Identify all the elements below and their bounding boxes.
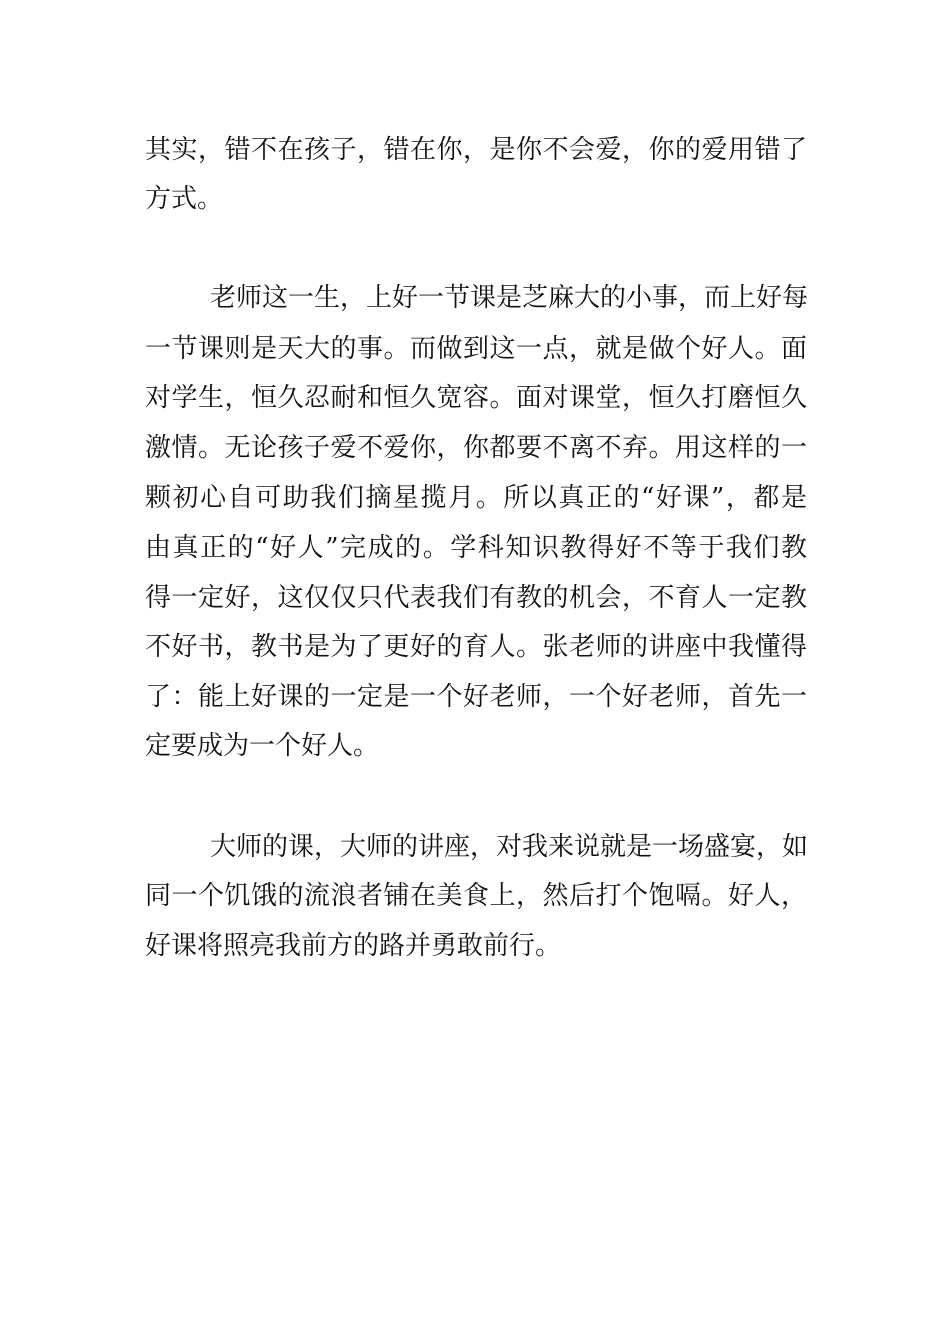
text-line: 不好书，教书是为了更好的育人。张老师的讲座中我懂得	[145, 632, 807, 662]
text-line: 颗初心自可助我们摘星揽月。所以真正的“好课”，都是	[145, 483, 807, 513]
text-line: 大师的课，大师的讲座，对我来说就是一场盛宴，如	[210, 832, 809, 862]
text-line: 同一个饥饿的流浪者铺在美食上，然后打个饱嗝。好人，	[145, 881, 807, 911]
text-line: 激情。无论孩子爱不爱你，你都要不离不弃。用这样的一	[145, 433, 807, 463]
text-line: 其实，错不在孩子，错在你，是你不会爱，你的爱用错了	[145, 135, 807, 165]
text-line: 好课将照亮我前方的路并勇敢前行。	[145, 931, 562, 961]
text-line: 得一定好，这仅仅只代表我们有教的机会，不育人一定教	[145, 583, 807, 613]
text-line: 定要成为一个好人。	[145, 731, 380, 761]
text-line: 由真正的“好人”完成的。学科知识教得好不等于我们教	[145, 533, 807, 563]
text-line: 了：能上好课的一定是一个好老师，一个好老师，首先一	[145, 682, 807, 712]
text-line: 对学生，恒久忍耐和恒久宽容。面对课堂，恒久打磨恒久	[145, 383, 807, 413]
text-line: 一节课则是天大的事。而做到这一点，就是做个好人。面	[145, 334, 807, 364]
text-line: 方式。	[145, 184, 224, 214]
text-line: 老师这一生，上好一节课是芝麻大的小事，而上好每	[210, 283, 809, 313]
